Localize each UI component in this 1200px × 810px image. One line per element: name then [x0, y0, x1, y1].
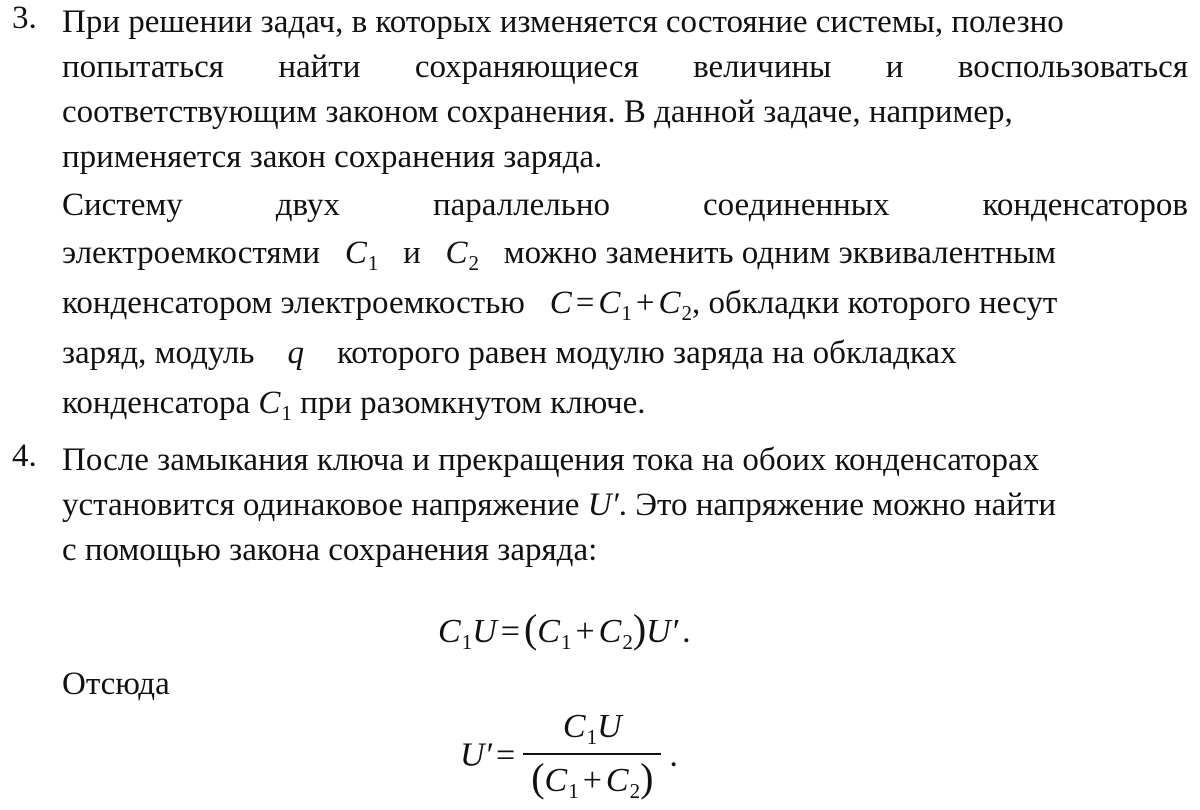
item-3-body	[62, 0, 1188, 428]
text-and: и	[403, 235, 421, 271]
item-3-line-1: При решении задач, в которых изменяется состояние системы, полезно	[62, 4, 1064, 40]
item-4-body	[62, 438, 1188, 573]
text-zaryad-modul: заряд, модуль	[62, 335, 255, 371]
text-kotorogo: которого равен модулю заряда на обкладках	[336, 335, 957, 371]
fraction	[523, 706, 661, 805]
math-c1: $C_1$	[344, 235, 379, 275]
math-c1-b: $C_1$	[258, 385, 292, 425]
text-razomknutom: при разомкнутом ключе.	[300, 385, 646, 421]
item-3-number: 3.	[12, 0, 37, 36]
text-obkladki: , обкладки которого несут	[691, 285, 1058, 321]
formula-u-prime: U′ = $\frac{C_1U}{(C_1 + C_2)}$ .	[460, 708, 678, 803]
math-u-prime: U′	[587, 487, 619, 523]
item-3-line-3: соответствующим законом сохранения. В данной задаче, например,	[62, 94, 1013, 130]
item-4	[12, 438, 1188, 573]
item-3-line-8	[62, 328, 1188, 378]
item-4-line-3: с помощью закона сохранения заряда:	[62, 532, 598, 568]
text-electroemkostyami: электроемкостями	[62, 235, 321, 271]
item-3-line-4: применяется закон сохранения заряда.	[62, 139, 603, 175]
text-kondensatora: конденсатора	[62, 385, 251, 421]
item-3-line-2: попытаться найти сохраняющиеся величины и воспользоваться	[62, 49, 1188, 85]
formula-charge-conservation: $C_1U = (C_1 + C_2)U'$ .	[438, 606, 691, 654]
math-c-sum: $C = C_1 + C_2$	[549, 285, 692, 325]
item-4-line-1: После замыкания ключа и прекращения тока на обоих конденсаторах	[62, 442, 1040, 478]
math-c2: $C_2$	[445, 235, 480, 275]
item-4-number: 4.	[12, 438, 37, 474]
fraction-denominator: $(C_1 + C_2)$	[531, 755, 654, 803]
item-3-line-6	[62, 228, 1188, 278]
fraction-numerator: $C_1U$	[523, 706, 661, 755]
text-otsyuda: Отсюда	[62, 666, 170, 702]
text-replace: можно заменить одним эквивалентным	[503, 235, 1057, 271]
math-q: q	[287, 335, 304, 371]
item-3	[12, 0, 1188, 428]
text-kondensatorom: конденсатором электроемкостью	[62, 285, 525, 321]
item-4-line-2	[62, 483, 1188, 528]
text-eto-napryazhenie: . Это напряжение можно найти	[618, 487, 1057, 523]
item-3-line-9	[62, 378, 1188, 428]
item-3-line-5: Систему двух параллельно соединенных конденсаторов	[62, 187, 1188, 223]
item-3-line-7	[62, 278, 1188, 328]
text-ustanovitsya: установится одинаковое напряжение	[62, 487, 580, 523]
